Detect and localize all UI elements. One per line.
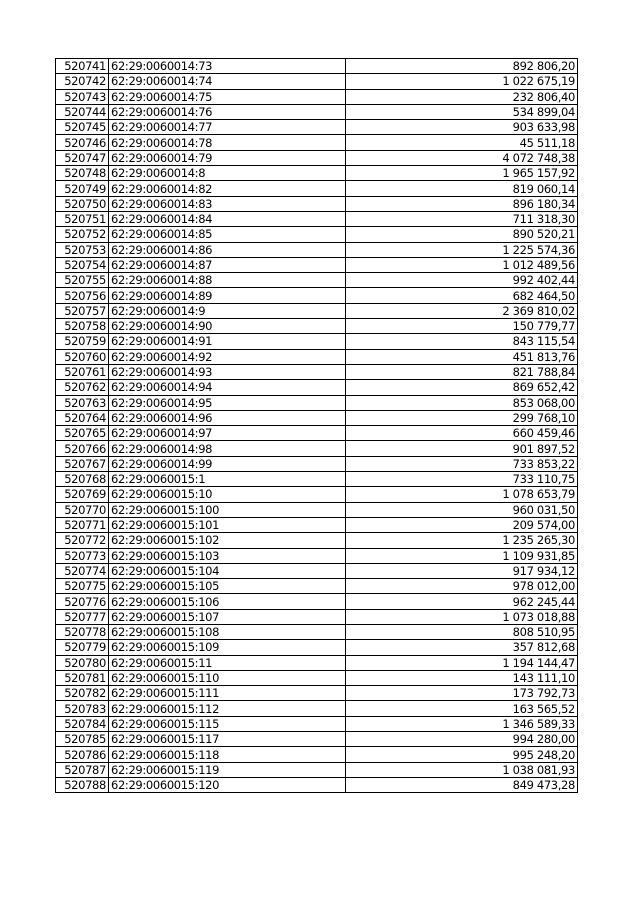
value-cell: 853 068,00 <box>346 395 578 410</box>
value-cell: 1 965 157,92 <box>346 166 578 181</box>
value-cell: 821 788,84 <box>346 364 578 379</box>
table-row <box>56 732 578 747</box>
table-row <box>56 747 578 762</box>
table-row <box>56 686 578 701</box>
table-row <box>56 211 578 226</box>
cadastral-number-cell: 62:29:0060015:10 <box>109 487 346 502</box>
row-number-cell: 520741 <box>56 59 109 74</box>
row-number-cell: 520759 <box>56 334 109 349</box>
table-row <box>56 472 578 487</box>
cadastral-number-cell: 62:29:0060015:120 <box>109 777 346 792</box>
cadastral-number-cell: 62:29:0060015:1 <box>109 472 346 487</box>
value-cell: 711 318,30 <box>346 211 578 226</box>
table-row <box>56 380 578 395</box>
table-row <box>56 349 578 364</box>
value-cell: 1 073 018,88 <box>346 609 578 624</box>
cadastral-number-cell: 62:29:0060014:75 <box>109 89 346 104</box>
row-number-cell: 520757 <box>56 303 109 318</box>
row-number-cell: 520756 <box>56 288 109 303</box>
value-cell: 1 346 589,33 <box>346 716 578 731</box>
row-number-cell: 520777 <box>56 609 109 624</box>
cadastral-number-cell: 62:29:0060014:74 <box>109 74 346 89</box>
cadastral-number-cell: 62:29:0060014:87 <box>109 257 346 272</box>
cadastral-number-cell: 62:29:0060015:117 <box>109 732 346 747</box>
cadastral-number-cell: 62:29:0060015:100 <box>109 502 346 517</box>
table-row <box>56 563 578 578</box>
row-number-cell: 520742 <box>56 74 109 89</box>
row-number-cell: 520771 <box>56 517 109 532</box>
value-cell: 232 806,40 <box>346 89 578 104</box>
cadastral-number-cell: 62:29:0060015:102 <box>109 533 346 548</box>
cadastral-number-cell: 62:29:0060014:95 <box>109 395 346 410</box>
table-row <box>56 533 578 548</box>
table-row <box>56 120 578 135</box>
cadastral-number-cell: 62:29:0060015:107 <box>109 609 346 624</box>
row-number-cell: 520775 <box>56 579 109 594</box>
table-row <box>56 487 578 502</box>
table-row <box>56 670 578 685</box>
row-number-cell: 520766 <box>56 441 109 456</box>
value-cell: 682 464,50 <box>346 288 578 303</box>
table-row <box>56 181 578 196</box>
cadastral-number-cell: 62:29:0060015:110 <box>109 670 346 685</box>
cadastral-number-cell: 62:29:0060014:83 <box>109 196 346 211</box>
value-cell: 451 813,76 <box>346 349 578 364</box>
cadastral-number-cell: 62:29:0060014:94 <box>109 380 346 395</box>
cadastral-number-cell: 62:29:0060015:118 <box>109 747 346 762</box>
value-cell: 1 038 081,93 <box>346 762 578 777</box>
table-row <box>56 364 578 379</box>
value-cell: 992 402,44 <box>346 273 578 288</box>
value-cell: 143 111,10 <box>346 670 578 685</box>
value-cell: 534 899,04 <box>346 104 578 119</box>
cadastral-number-cell: 62:29:0060014:84 <box>109 211 346 226</box>
table-row <box>56 594 578 609</box>
row-number-cell: 520745 <box>56 120 109 135</box>
row-number-cell: 520749 <box>56 181 109 196</box>
value-cell: 733 853,22 <box>346 456 578 471</box>
value-cell: 1 078 653,79 <box>346 487 578 502</box>
row-number-cell: 520754 <box>56 257 109 272</box>
cadastral-number-cell: 62:29:0060015:109 <box>109 640 346 655</box>
table-row <box>56 135 578 150</box>
table-row <box>56 441 578 456</box>
row-number-cell: 520755 <box>56 273 109 288</box>
row-number-cell: 520747 <box>56 150 109 165</box>
cadastral-number-cell: 62:29:0060014:76 <box>109 104 346 119</box>
row-number-cell: 520770 <box>56 502 109 517</box>
cadastral-number-cell: 62:29:0060014:96 <box>109 410 346 425</box>
table-row <box>56 273 578 288</box>
table-row <box>56 640 578 655</box>
row-number-cell: 520785 <box>56 732 109 747</box>
cadastral-number-cell: 62:29:0060015:103 <box>109 548 346 563</box>
cadastral-number-cell: 62:29:0060014:92 <box>109 349 346 364</box>
value-cell: 4 072 748,38 <box>346 150 578 165</box>
row-number-cell: 520761 <box>56 364 109 379</box>
value-cell: 994 280,00 <box>346 732 578 747</box>
table-row <box>56 166 578 181</box>
table-row <box>56 762 578 777</box>
cadastral-number-cell: 62:29:0060014:78 <box>109 135 346 150</box>
table-row <box>56 701 578 716</box>
table-row <box>56 716 578 731</box>
row-number-cell: 520787 <box>56 762 109 777</box>
row-number-cell: 520773 <box>56 548 109 563</box>
row-number-cell: 520746 <box>56 135 109 150</box>
cadastral-number-cell: 62:29:0060015:104 <box>109 563 346 578</box>
table-row <box>56 319 578 334</box>
value-cell: 150 779,77 <box>346 319 578 334</box>
cadastral-number-cell: 62:29:0060015:112 <box>109 701 346 716</box>
cadastral-number-cell: 62:29:0060015:119 <box>109 762 346 777</box>
cadastral-number-cell: 62:29:0060014:77 <box>109 120 346 135</box>
value-cell: 1 109 931,85 <box>346 548 578 563</box>
cadastral-number-cell: 62:29:0060014:97 <box>109 426 346 441</box>
table-row <box>56 609 578 624</box>
table-body <box>56 59 578 793</box>
value-cell: 978 012,00 <box>346 579 578 594</box>
cadastral-number-cell: 62:29:0060014:79 <box>109 150 346 165</box>
value-cell: 917 934,12 <box>346 563 578 578</box>
row-number-cell: 520788 <box>56 777 109 792</box>
value-cell: 45 511,18 <box>346 135 578 150</box>
table-row <box>56 395 578 410</box>
table-row <box>56 74 578 89</box>
value-cell: 209 574,00 <box>346 517 578 532</box>
cadastral-number-cell: 62:29:0060015:111 <box>109 686 346 701</box>
value-cell: 1 012 489,56 <box>346 257 578 272</box>
cadastral-number-cell: 62:29:0060014:9 <box>109 303 346 318</box>
value-cell: 173 792,73 <box>346 686 578 701</box>
value-cell: 1 194 144,47 <box>346 655 578 670</box>
value-cell: 896 180,34 <box>346 196 578 211</box>
cadastral-number-cell: 62:29:0060014:88 <box>109 273 346 288</box>
value-cell: 1 022 675,19 <box>346 74 578 89</box>
value-cell: 849 473,28 <box>346 777 578 792</box>
table-row <box>56 426 578 441</box>
cadastral-number-cell: 62:29:0060015:11 <box>109 655 346 670</box>
cadastral-number-cell: 62:29:0060014:99 <box>109 456 346 471</box>
data-table <box>55 58 578 793</box>
table-row <box>56 777 578 792</box>
value-cell: 995 248,20 <box>346 747 578 762</box>
row-number-cell: 520752 <box>56 227 109 242</box>
table-row <box>56 548 578 563</box>
value-cell: 1 235 265,30 <box>346 533 578 548</box>
cadastral-number-cell: 62:29:0060015:108 <box>109 624 346 639</box>
table-row <box>56 303 578 318</box>
table-row <box>56 104 578 119</box>
row-number-cell: 520772 <box>56 533 109 548</box>
table-row <box>56 624 578 639</box>
cadastral-number-cell: 62:29:0060014:89 <box>109 288 346 303</box>
table-row <box>56 89 578 104</box>
value-cell: 843 115,54 <box>346 334 578 349</box>
table-row <box>56 288 578 303</box>
value-cell: 1 225 574,36 <box>346 242 578 257</box>
row-number-cell: 520758 <box>56 319 109 334</box>
value-cell: 869 652,42 <box>346 380 578 395</box>
value-cell: 890 520,21 <box>346 227 578 242</box>
table-row <box>56 59 578 74</box>
table-row <box>56 502 578 517</box>
row-number-cell: 520748 <box>56 166 109 181</box>
value-cell: 903 633,98 <box>346 120 578 135</box>
value-cell: 819 060,14 <box>346 181 578 196</box>
value-cell: 299 768,10 <box>346 410 578 425</box>
table-row <box>56 579 578 594</box>
row-number-cell: 520763 <box>56 395 109 410</box>
value-cell: 901 897,52 <box>346 441 578 456</box>
row-number-cell: 520764 <box>56 410 109 425</box>
table-row <box>56 242 578 257</box>
row-number-cell: 520784 <box>56 716 109 731</box>
row-number-cell: 520767 <box>56 456 109 471</box>
value-cell: 357 812,68 <box>346 640 578 655</box>
cadastral-number-cell: 62:29:0060014:8 <box>109 166 346 181</box>
table-row <box>56 655 578 670</box>
row-number-cell: 520781 <box>56 670 109 685</box>
cadastral-number-cell: 62:29:0060014:82 <box>109 181 346 196</box>
row-number-cell: 520765 <box>56 426 109 441</box>
row-number-cell: 520783 <box>56 701 109 716</box>
row-number-cell: 520780 <box>56 655 109 670</box>
value-cell: 2 369 810,02 <box>346 303 578 318</box>
row-number-cell: 520774 <box>56 563 109 578</box>
table-row <box>56 257 578 272</box>
row-number-cell: 520750 <box>56 196 109 211</box>
table-row <box>56 410 578 425</box>
cadastral-number-cell: 62:29:0060014:93 <box>109 364 346 379</box>
row-number-cell: 520751 <box>56 211 109 226</box>
row-number-cell: 520786 <box>56 747 109 762</box>
cadastral-number-cell: 62:29:0060014:90 <box>109 319 346 334</box>
value-cell: 733 110,75 <box>346 472 578 487</box>
row-number-cell: 520760 <box>56 349 109 364</box>
cadastral-number-cell: 62:29:0060015:106 <box>109 594 346 609</box>
table-row <box>56 517 578 532</box>
table-row <box>56 196 578 211</box>
value-cell: 660 459,46 <box>346 426 578 441</box>
cadastral-number-cell: 62:29:0060015:101 <box>109 517 346 532</box>
value-cell: 962 245,44 <box>346 594 578 609</box>
row-number-cell: 520753 <box>56 242 109 257</box>
value-cell: 808 510,95 <box>346 624 578 639</box>
table-row <box>56 456 578 471</box>
row-number-cell: 520769 <box>56 487 109 502</box>
cadastral-number-cell: 62:29:0060014:86 <box>109 242 346 257</box>
table-row <box>56 227 578 242</box>
row-number-cell: 520743 <box>56 89 109 104</box>
value-cell: 163 565,52 <box>346 701 578 716</box>
cadastral-number-cell: 62:29:0060014:98 <box>109 441 346 456</box>
row-number-cell: 520778 <box>56 624 109 639</box>
cadastral-number-cell: 62:29:0060014:91 <box>109 334 346 349</box>
table-row <box>56 150 578 165</box>
cadastral-number-cell: 62:29:0060014:85 <box>109 227 346 242</box>
cadastral-number-cell: 62:29:0060015:105 <box>109 579 346 594</box>
row-number-cell: 520768 <box>56 472 109 487</box>
value-cell: 960 031,50 <box>346 502 578 517</box>
row-number-cell: 520776 <box>56 594 109 609</box>
value-cell: 892 806,20 <box>346 59 578 74</box>
cadastral-number-cell: 62:29:0060014:73 <box>109 59 346 74</box>
table-row <box>56 334 578 349</box>
row-number-cell: 520782 <box>56 686 109 701</box>
cadastral-number-cell: 62:29:0060015:115 <box>109 716 346 731</box>
row-number-cell: 520762 <box>56 380 109 395</box>
row-number-cell: 520779 <box>56 640 109 655</box>
row-number-cell: 520744 <box>56 104 109 119</box>
